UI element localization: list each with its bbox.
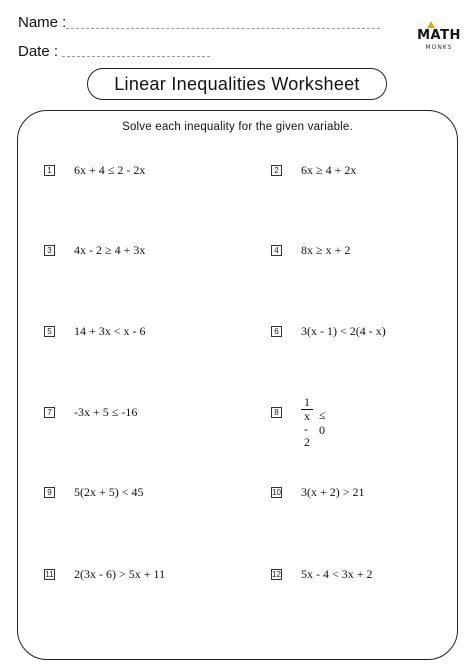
worksheet-title: Linear Inequalities Worksheet xyxy=(87,68,387,100)
problem-expression: -3x + 5 ≤ -16 xyxy=(74,405,138,419)
instructions: Solve each inequality for the given variable. xyxy=(122,121,353,133)
problem-expression: 5x - 4 < 3x + 2 xyxy=(301,567,373,581)
name-field[interactable] xyxy=(66,28,380,29)
problem-expression: 6x ≥ 4 + 2x xyxy=(301,163,357,177)
problem-expression: 14 + 3x < x - 6 xyxy=(74,324,146,338)
fraction xyxy=(301,396,313,449)
date-label: Date : xyxy=(18,43,59,60)
problem-number: 6 xyxy=(271,326,282,337)
problem-number: 12 xyxy=(272,570,281,579)
logo-triangle-icon xyxy=(427,21,435,28)
problem-number: 7 xyxy=(44,407,55,418)
fraction-expression xyxy=(301,396,326,449)
problem-number: 4 xyxy=(271,245,282,256)
name-label: Name : xyxy=(18,14,67,31)
fraction-numerator: 1 xyxy=(304,395,310,409)
fraction-relation: ≤ 0 xyxy=(319,407,326,437)
problem-expression: 3(x + 2) > 21 xyxy=(301,485,365,499)
problem-expression: 2(3x - 6) > 5x + 11 xyxy=(74,567,166,581)
problem-number: 10 xyxy=(272,488,281,497)
date-field[interactable] xyxy=(62,56,210,57)
math-monks-logo xyxy=(416,28,462,51)
problem-expression: 4x - 2 ≥ 4 + 3x xyxy=(74,243,146,257)
fraction-denominator: x - 2 xyxy=(301,409,313,449)
problem-expression: 3(x - 1) < 2(4 - x) xyxy=(301,324,386,338)
problem-number: 1 xyxy=(44,165,55,176)
problem-number: 5 xyxy=(44,326,55,337)
problem-expression: 8x ≥ x + 2 xyxy=(301,243,351,257)
logo-main-text: MATH xyxy=(417,28,461,43)
logo-sub-text: MONKS xyxy=(425,44,453,51)
problem-expression: 6x + 4 ≤ 2 - 2x xyxy=(74,163,146,177)
problem-number: 8 xyxy=(271,407,282,418)
problem-number: 3 xyxy=(44,245,55,256)
problem-expression: 5(2x + 5) < 45 xyxy=(74,485,144,499)
problem-number: 11 xyxy=(45,570,54,579)
problem-number: 9 xyxy=(44,487,55,498)
problem-number: 2 xyxy=(271,165,282,176)
